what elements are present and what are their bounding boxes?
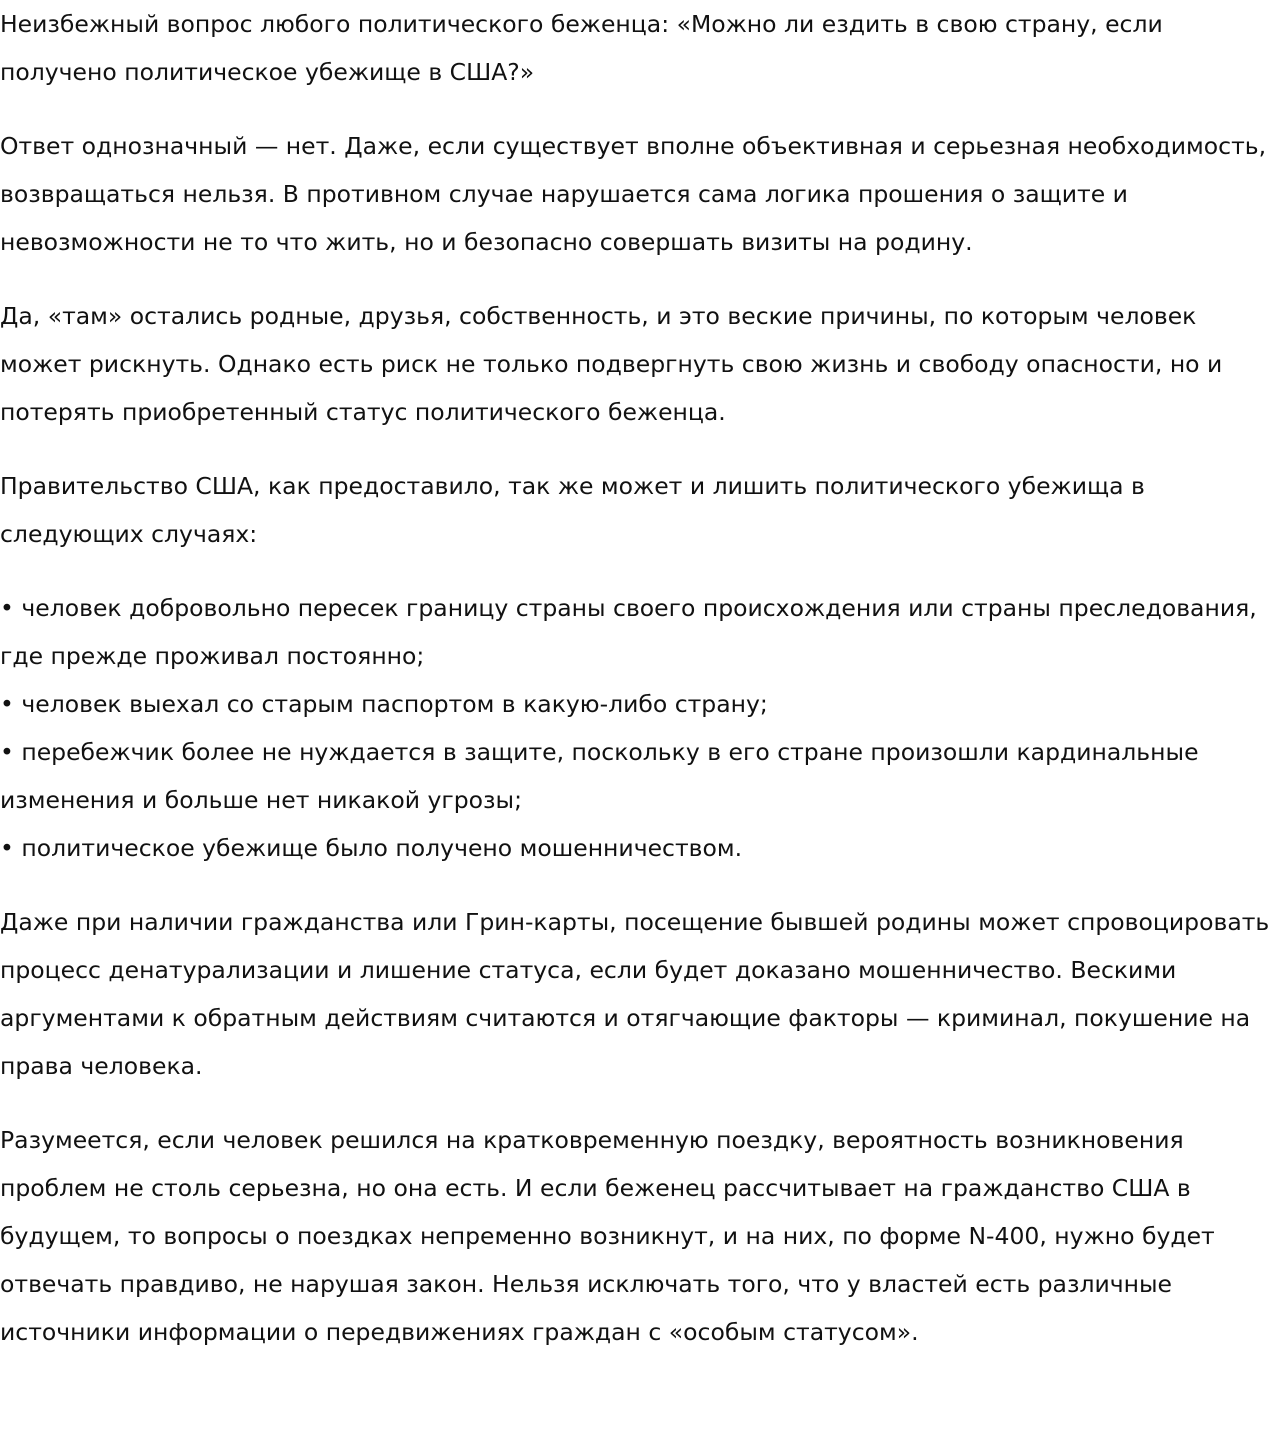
bullet-icon: • — [0, 834, 14, 862]
list-item — [0, 824, 1270, 872]
list-item — [0, 728, 1270, 824]
revocation-cases-list — [0, 584, 1270, 872]
paragraph-answer: Ответ однозначный — нет. Даже, если существует вполне объективная и серьезная необходимость, возвращаться нельзя. В противном случае нарушается сама логика прошения о защите и невозможности не то что жить, но и безопасно совершать визиты на родину. — [0, 132, 1267, 256]
list-item — [0, 680, 1270, 728]
paragraph-reasons: Да, «там» остались родные, друзья, собственность, и это веские причины, по которым человек может рискнуть. Однако есть риск не только подвергнуть свою жизнь и свободу опасности, но и потерять приобретенный статус политического беженца. — [0, 302, 1223, 426]
list-item — [0, 584, 1270, 680]
list-item-text: политическое убежище было получено мошенничеством. — [21, 834, 743, 862]
paragraph-citizenship: Даже при наличии гражданства или Грин-карты, посещение бывшей родины может спровоцировать процесс денатурализации и лишение статуса, если будет доказано мошенничество. Вескими аргументами к обратным действиям считаются и отягчающие факторы — криминал, покушение на права человека. — [0, 908, 1270, 1080]
list-item-text: человек выехал со старым паспортом в какую-либо страну; — [21, 690, 768, 718]
paragraph-government: Правительство США, как предоставило, так же может и лишить политического убежища в следующих случаях: — [0, 472, 1145, 548]
list-item-text: человек добровольно пересек границу страны своего происхождения или страны преследования, где прежде проживал постоянно; — [0, 594, 1257, 670]
bullet-icon: • — [0, 690, 14, 718]
bullet-icon: • — [0, 738, 14, 766]
bullet-icon: • — [0, 594, 14, 622]
list-item-text: перебежчик более не нуждается в защите, поскольку в его стране произошли кардинальные изменения и больше нет никакой угрозы; — [0, 738, 1199, 814]
paragraph-question: Неизбежный вопрос любого политического беженца: «Можно ли ездить в свою страну, если получено политическое убежище в США?» — [0, 10, 1163, 86]
paragraph-short-trip: Разумеется, если человек решился на кратковременную поездку, вероятность возникновения проблем не столь серьезна, но она есть. И если беженец рассчитывает на гражданство США в будущем, то вопросы о поездках непременно возникнут, и на них, по форме N-400, нужно будет отвечать правдиво, не нарушая закон. Нельзя исключать того, что у властей есть различные источники информации о передвижениях граждан с «особым статусом». — [0, 1126, 1215, 1346]
